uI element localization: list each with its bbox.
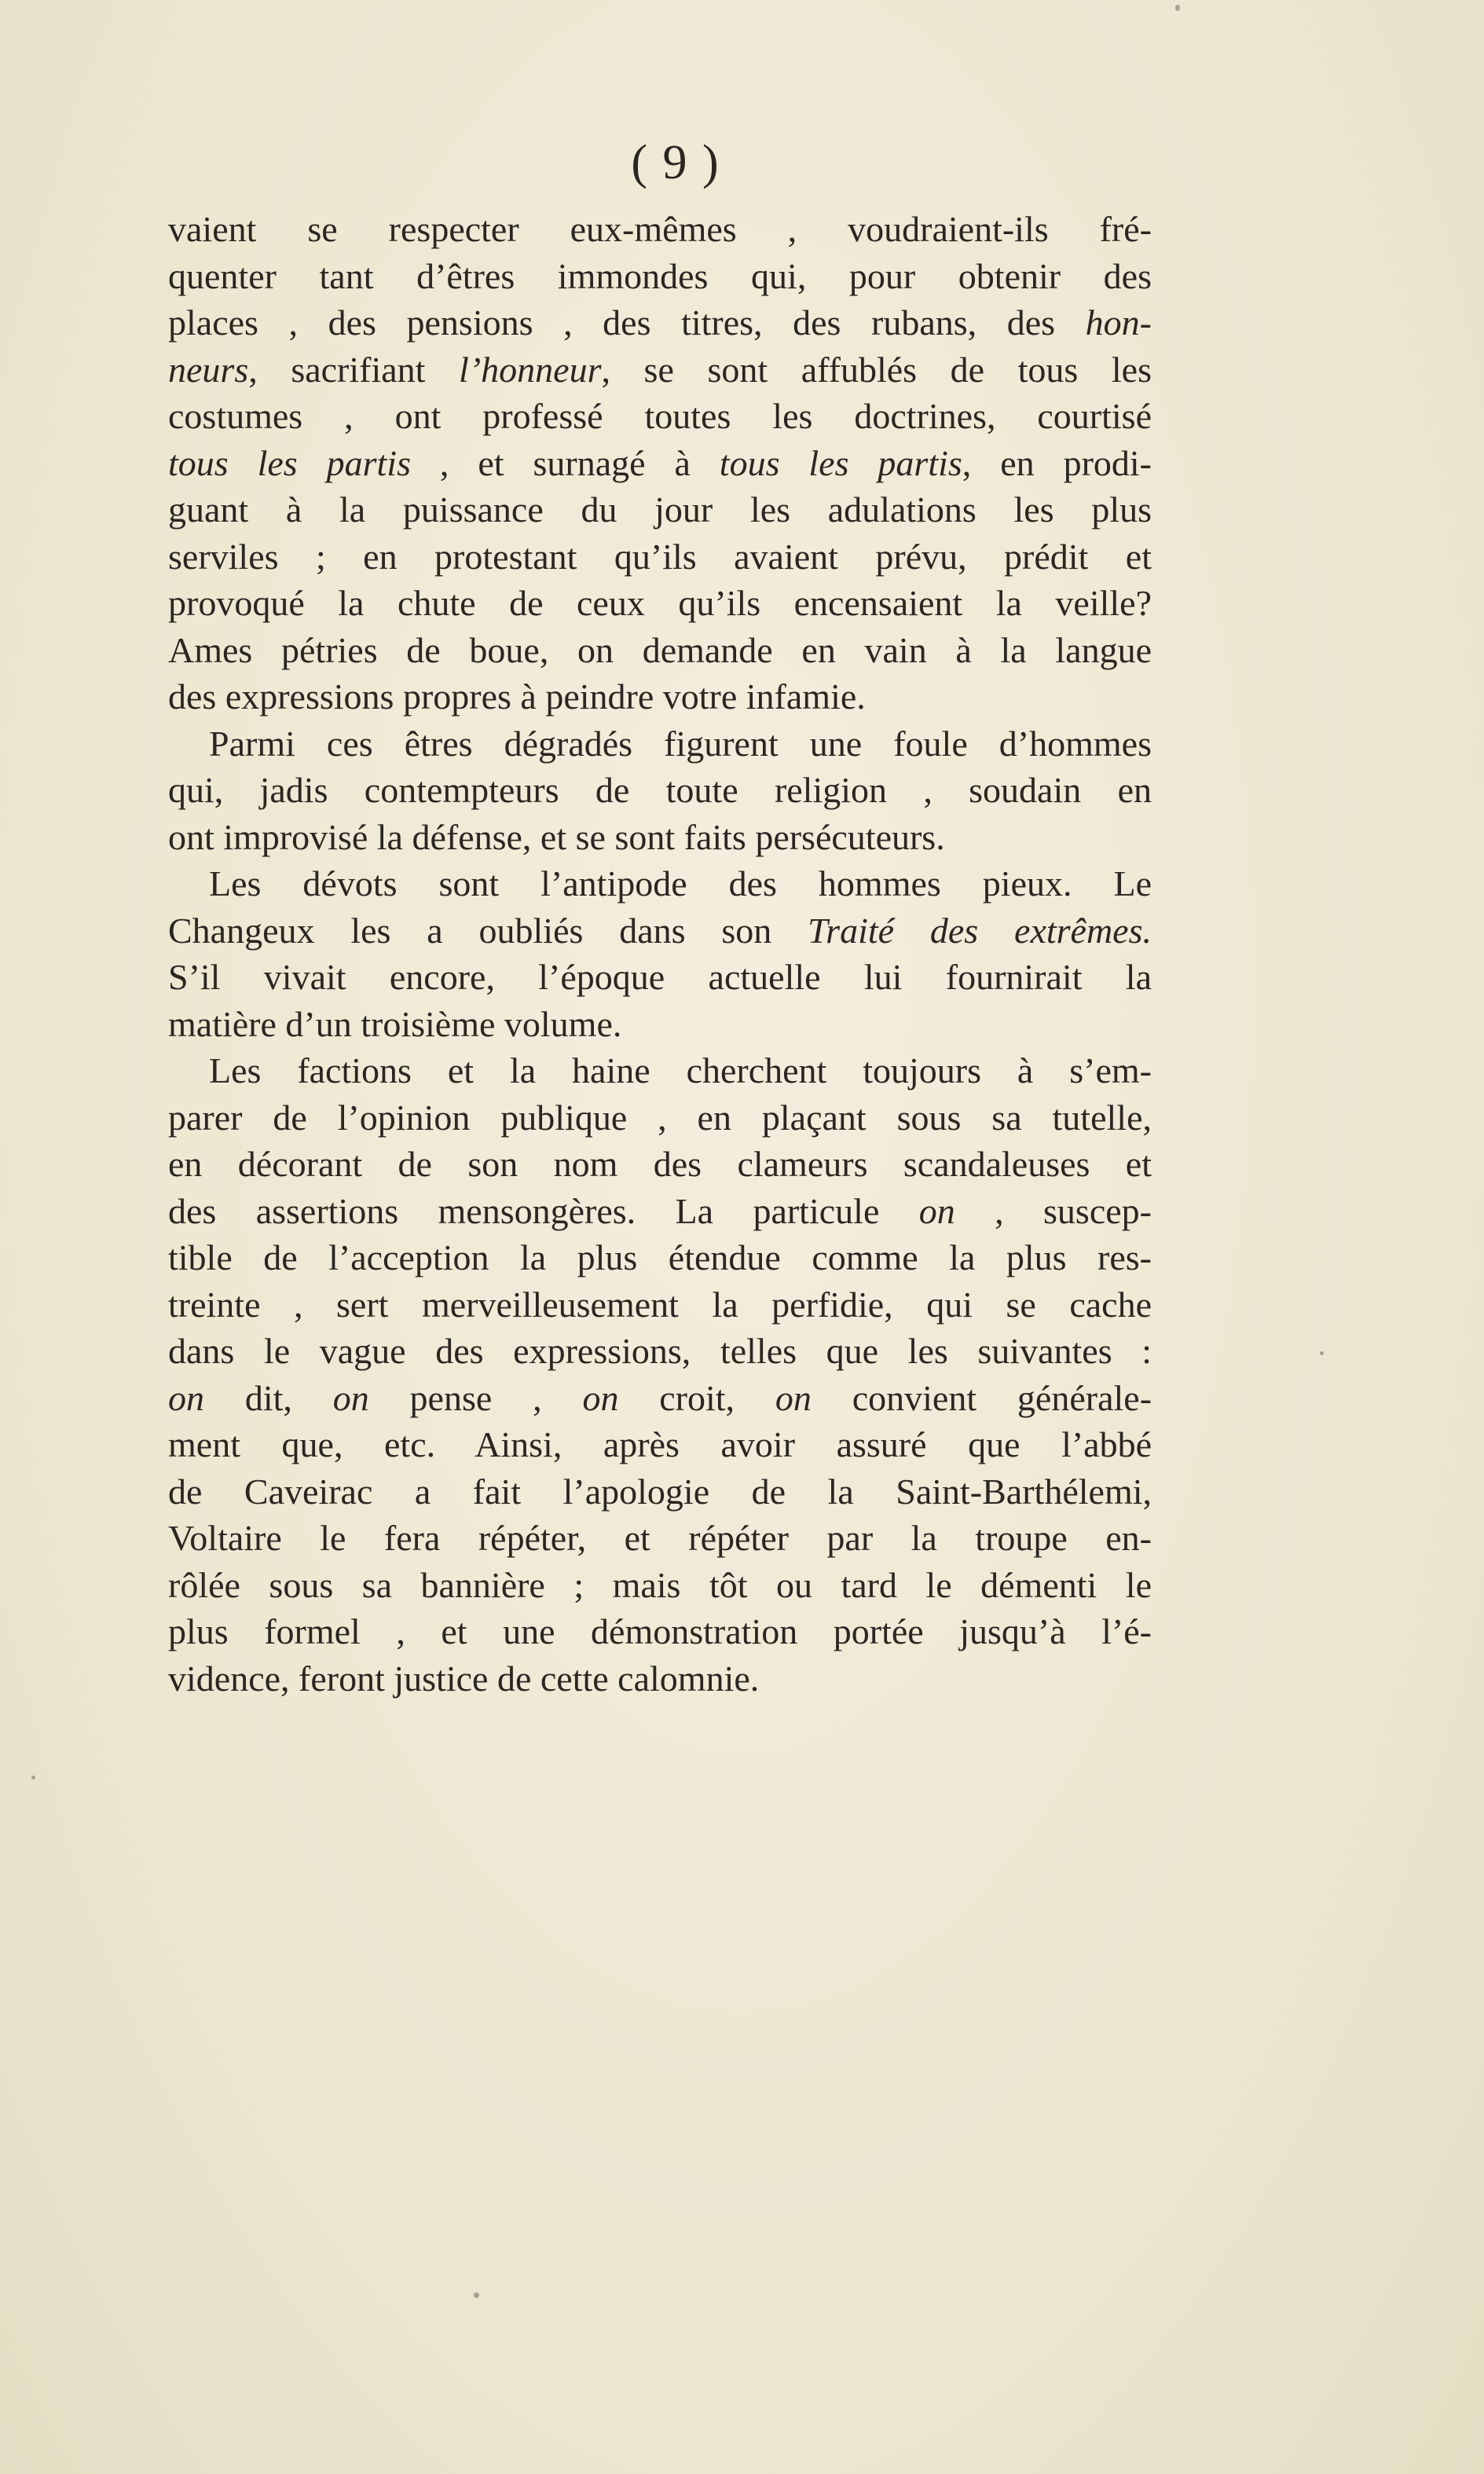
text-line xyxy=(168,814,1152,861)
text-line xyxy=(168,1375,1152,1422)
text-segment: , en prodi- xyxy=(962,442,1152,483)
text-line xyxy=(168,1608,1152,1655)
text-segment: dit, xyxy=(204,1377,333,1418)
paper-speck xyxy=(1320,1351,1324,1355)
text-line xyxy=(168,206,1152,253)
italic-text: hon- xyxy=(1085,302,1152,343)
text-segment: costumes , ont professé toutes les doctrines, courtisé xyxy=(168,396,1152,436)
text-line xyxy=(168,1047,1152,1094)
text-line xyxy=(168,253,1152,300)
italic-text: tous les partis xyxy=(719,442,962,483)
text-line xyxy=(168,580,1152,627)
text-line xyxy=(168,767,1152,814)
text-segment: Changeux les a oubliés dans son xyxy=(168,910,808,951)
text-segment: qui, jadis contempteurs de toute religion , soudain en xyxy=(168,770,1152,810)
text-line xyxy=(168,1094,1152,1142)
text-line xyxy=(168,907,1152,955)
body-text xyxy=(168,206,1152,1702)
text-line xyxy=(168,1468,1152,1516)
paper-speck xyxy=(474,2293,479,2298)
text-segment: Parmi ces êtres dégradés figurent une foule d’hommes xyxy=(209,723,1152,764)
text-segment: vaient se respecter eux-mêmes , voudraient-ils fré- xyxy=(168,209,1152,249)
text-line xyxy=(168,1421,1152,1468)
text-line xyxy=(168,860,1152,907)
text-line xyxy=(168,1234,1152,1281)
text-segment: provoqué la chute de ceux qu’ils encensaient la veille? xyxy=(168,583,1152,623)
text-segment: pense , xyxy=(368,1377,583,1418)
text-segment: , et surnagé à xyxy=(411,442,720,483)
italic-text: neurs xyxy=(168,349,249,390)
text-segment: , sacrifiant xyxy=(248,349,460,390)
text-segment: , se sont affublés de tous les xyxy=(601,349,1152,390)
text-line xyxy=(168,1515,1152,1562)
text-line xyxy=(168,1001,1152,1048)
italic-text: on xyxy=(168,1377,204,1418)
text-segment: vidence, feront justice de cette calomnie. xyxy=(168,1658,760,1699)
italic-text: on xyxy=(582,1377,619,1418)
italic-text: l’honneur xyxy=(459,349,602,390)
text-line xyxy=(168,1655,1152,1702)
text-segment: Voltaire le fera répéter, et répéter par la troupe en- xyxy=(168,1518,1152,1558)
text-segment: , suscep- xyxy=(955,1190,1152,1231)
paper-speck xyxy=(1175,5,1180,11)
text-segment: rôlée sous sa bannière ; mais tôt ou tard le démenti le xyxy=(168,1564,1152,1605)
text-line xyxy=(168,533,1152,581)
text-line xyxy=(168,346,1152,394)
text-line xyxy=(168,627,1152,674)
text-line xyxy=(168,720,1152,768)
text-segment: treinte , sert merveilleusement la perfidie, qui se cache xyxy=(168,1284,1152,1325)
text-segment: croit, xyxy=(618,1377,775,1418)
text-line xyxy=(168,673,1152,720)
text-line xyxy=(168,1188,1152,1235)
text-segment: ment que, etc. Ainsi, après avoir assuré que l’abbé xyxy=(168,1424,1152,1464)
text-segment: serviles ; en protestant qu’ils avaient prévu, prédit et xyxy=(168,536,1152,577)
text-segment: Ames pétries de boue, on demande en vain à la langue xyxy=(168,629,1152,670)
text-line xyxy=(168,486,1152,533)
text-segment: Les dévots sont l’antipode des hommes pieux. Le xyxy=(209,863,1152,903)
text-segment: de Caveirac a fait l’apologie de la Saint-Barthélemi, xyxy=(168,1471,1152,1512)
text-segment: matière d’un troisième volume. xyxy=(168,1003,622,1044)
text-segment: des expressions propres à peindre votre infamie. xyxy=(168,676,866,717)
text-segment: tible de l’acception la plus étendue comme la plus res- xyxy=(168,1237,1152,1277)
italic-text: on xyxy=(775,1377,812,1418)
text-segment: dans le vague des expressions, telles que les suivantes : xyxy=(168,1331,1152,1371)
text-line xyxy=(168,1328,1152,1375)
text-segment: guant à la puissance du jour les adulations les plus xyxy=(168,489,1152,530)
text-segment: plus formel , et une démonstration portée jusqu’à l’é- xyxy=(168,1611,1152,1651)
paper-speck xyxy=(31,1776,35,1779)
text-segment: des assertions mensongères. La particule xyxy=(168,1190,919,1231)
text-segment: parer de l’opinion publique , en plaçant sous sa tutelle, xyxy=(168,1097,1152,1138)
text-segment: places , des pensions , des titres, des rubans, des xyxy=(168,302,1086,343)
text-segment: ont improvisé la défense, et se sont faits persécuteurs. xyxy=(168,816,945,857)
italic-text: on xyxy=(332,1377,369,1418)
text-line xyxy=(168,440,1152,487)
page-number: ( 9 ) xyxy=(631,136,720,189)
text-segment: convient générale- xyxy=(811,1377,1152,1418)
text-line xyxy=(168,1141,1152,1188)
text-segment: Les factions et la haine cherchent toujours à s’em- xyxy=(209,1050,1152,1090)
text-segment: S’il vivait encore, l’époque actuelle lui fournirait la xyxy=(168,957,1152,997)
text-line xyxy=(168,299,1152,346)
italic-text: on xyxy=(918,1190,955,1231)
italic-text: tous les partis xyxy=(168,442,411,483)
text-line xyxy=(168,393,1152,440)
text-line xyxy=(168,1281,1152,1329)
text-line xyxy=(168,1562,1152,1609)
italic-text: Traité des extrêmes. xyxy=(808,910,1152,951)
text-segment: quenter tant d’êtres immondes qui, pour obtenir des xyxy=(168,255,1152,296)
text-line xyxy=(168,954,1152,1001)
text-segment: en décorant de son nom des clameurs scandaleuses et xyxy=(168,1144,1152,1184)
